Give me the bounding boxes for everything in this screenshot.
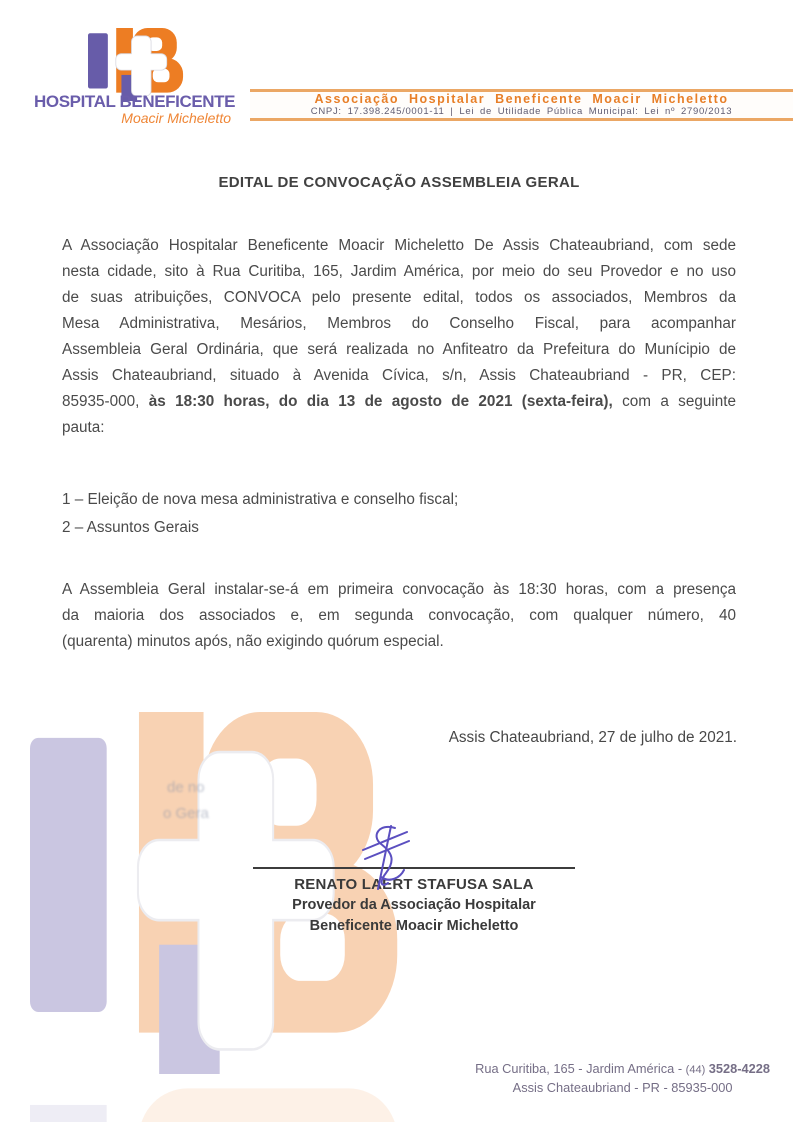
date-place-line: Assis Chateaubriand, 27 de julho de 2021. bbox=[448, 729, 737, 746]
footer-line-2: Assis Chateaubriand - PR - 85935-000 bbox=[512, 1080, 733, 1095]
association-name: Associação Hospitalar Beneficente Moacir Micheletto bbox=[314, 92, 729, 106]
paragraph-quorum bbox=[62, 577, 736, 655]
hospital-name-secondary: Moacir Micheletto bbox=[121, 110, 231, 126]
text-line: Mesa Administrativa, Mesários, Membros do Conselho Fiscal, para acompanhar bbox=[62, 315, 736, 332]
signature-block bbox=[253, 867, 575, 937]
document-title: EDITAL DE CONVOCAÇÃO ASSEMBLEIA GERAL bbox=[218, 174, 580, 191]
bleedthrough-text: de no bbox=[167, 779, 205, 796]
association-legal-info: CNPJ: 17.398.245/0001-11 | Lei de Utilidade Pública Municipal: Lei nº 2790/2013 bbox=[310, 106, 733, 117]
letterhead-band bbox=[250, 89, 793, 121]
handwritten-signature bbox=[355, 823, 411, 891]
phone-area-code: (44) bbox=[685, 1064, 706, 1076]
text-line: Assis Chateaubriand, situado à Avenida Cívica, s/n, Assis Chateaubriand - PR, CEP: bbox=[62, 367, 736, 384]
bleedthrough-text: o Gera bbox=[163, 805, 209, 822]
phone-number: 3528-4228 bbox=[705, 1061, 770, 1076]
signer-role: Beneficente Moacir Micheletto bbox=[309, 918, 519, 934]
text-line: 2 – Assuntos Gerais bbox=[62, 519, 199, 536]
paragraph-convocation bbox=[62, 233, 736, 441]
text-line: A Associação Hospitalar Beneficente Moacir Micheletto De Assis Chateaubriand, com sede bbox=[62, 237, 736, 254]
signer-name: RENATO LAERT STAFUSA SALA bbox=[294, 876, 534, 893]
signature-rule bbox=[253, 867, 575, 869]
text-line: nesta cidade, sito à Rua Curitiba, 165, Jardim América, por meio do seu Provedor e no uso bbox=[62, 263, 736, 280]
footer-line-1: Rua Curitiba, 165 - Jardim América - (44) 3528-4228 bbox=[475, 1061, 770, 1076]
text-line: da maioria dos associados e, em segunda convocação, com qualquer número, 40 bbox=[62, 607, 736, 624]
hospital-name: HOSPITAL BENEFICENTE bbox=[34, 92, 236, 111]
text-line: de suas atribuições, CONVOCA pelo presente edital, todos os associados, Membros da bbox=[62, 289, 736, 306]
agenda-list bbox=[62, 486, 736, 542]
footer-address bbox=[475, 1060, 770, 1097]
text-line: A Assembleia Geral instalar-se-á em primeira convocação às 18:30 horas, com a presença bbox=[62, 581, 736, 598]
signer-role: Provedor da Associação Hospitalar bbox=[292, 897, 536, 913]
text-line: 1 – Eleição de nova mesa administrativa e conselho fiscal; bbox=[62, 491, 459, 508]
hb-logo-icon bbox=[88, 28, 205, 101]
text-line: (quarenta) minutos após, não exigindo quórum especial. bbox=[62, 633, 444, 650]
text-line: pauta: bbox=[62, 419, 105, 436]
text-line: 85935-000, às 18:30 horas, do dia 13 de agosto de 2021 (sexta-feira), com a seguinte bbox=[62, 393, 736, 410]
text-line: Assembleia Geral Ordinária, que será realizada no Anfiteatro da Prefeitura do Munícipio de bbox=[62, 341, 736, 358]
